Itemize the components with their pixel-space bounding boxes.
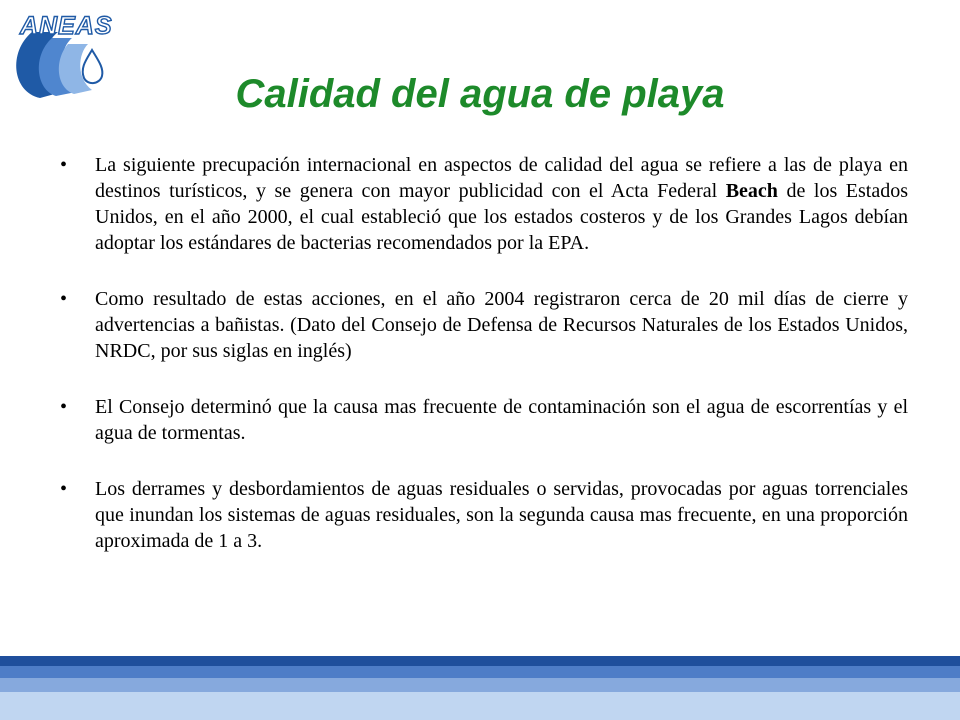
- bullet-text: Como resultado de estas acciones, en el año 2004 registraron cerca de 20 mil días de cierre y advertencias a bañistas. (Dato del Consejo de Defensa de Recursos Naturales de los Estados Unidos, NRDC, por sus siglas en inglés): [95, 288, 908, 362]
- bullet-item: [60, 394, 908, 446]
- bullet-list: [60, 152, 908, 584]
- footer-bands: [0, 656, 960, 720]
- bullet-item: [60, 152, 908, 256]
- bullet-text: Los derrames y desbordamientos de aguas residuales o servidas, provocadas por aguas torrenciales que inundan los sistemas de aguas residuales, son la segunda causa mas frecuente, en una proporción aproximada de 1 a 3.: [95, 478, 908, 552]
- bullet-text-part: La siguiente precupación internacional en aspectos de calidad del agua se refiere a las de playa en destinos turísticos, y se genera con mayor publicidad con el Acta Federal: [95, 154, 908, 202]
- bullet-item: [60, 286, 908, 364]
- bullet-bold-term: Beach: [725, 180, 778, 202]
- footer-band-mid: [0, 666, 960, 678]
- footer-band-dark: [0, 656, 960, 666]
- bullet-item: [60, 476, 908, 554]
- bullet-text: El Consejo determinó que la causa mas frecuente de contaminación son el agua de escorrentías y el agua de tormentas.: [95, 396, 908, 444]
- bullet-dot: •: [60, 154, 68, 176]
- logo-text: ANEAS: [20, 12, 113, 40]
- footer-band-light: [0, 678, 960, 692]
- bullet-dot: •: [60, 396, 68, 418]
- bullet-text: [95, 152, 908, 256]
- slide-title: Calidad del agua de playa: [235, 72, 725, 116]
- bullet-text-part: de los Estados Unidos, en el año 2000, el cual estableció que los estados costeros y de los Grandes Lagos debían adoptar los estándares de bacterias recomendados por la EPA.: [95, 180, 908, 254]
- bullet-dot: •: [60, 288, 68, 310]
- bullet-dot: •: [60, 478, 68, 500]
- footer-band-pale: [0, 692, 960, 720]
